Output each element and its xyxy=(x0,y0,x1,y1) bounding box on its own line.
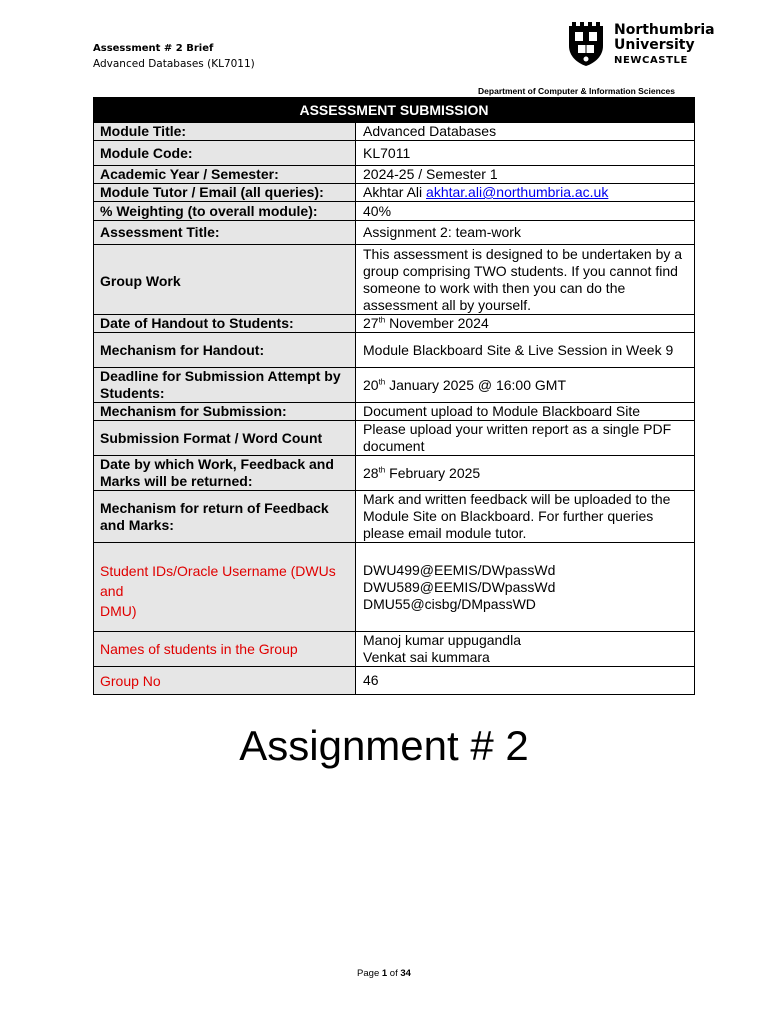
row-value: Manoj kumar uppugandla Venkat sai kummara xyxy=(356,632,695,667)
table-row xyxy=(94,141,695,166)
row-label: Mechanism for Handout: xyxy=(94,333,356,368)
row-value xyxy=(356,184,695,202)
crest-icon xyxy=(566,22,606,68)
row-label: % Weighting (to overall module): xyxy=(94,202,356,221)
page-current: 1 xyxy=(381,968,388,979)
page-footer: Page 1 of 34 xyxy=(357,968,411,979)
row-value: Advanced Databases xyxy=(356,123,695,141)
table-row xyxy=(94,333,695,368)
row-value: Module Blackboard Site & Live Session in Week 9 xyxy=(356,333,695,368)
row-value: 40% xyxy=(356,202,695,221)
row-value: 2024-25 / Semester 1 xyxy=(356,166,695,184)
table-row xyxy=(94,667,695,695)
table-banner-row xyxy=(94,98,695,123)
row-label: Date of Handout to Students: xyxy=(94,315,356,333)
row-label: Date by which Work, Feedback and Marks will be returned: xyxy=(94,456,356,491)
row-label: Names of students in the Group xyxy=(94,632,356,667)
table-row xyxy=(94,421,695,456)
row-value: KL7011 xyxy=(356,141,695,166)
row-label: Module Code: xyxy=(94,141,356,166)
logo-name-line1: Northumbria xyxy=(614,21,715,38)
table-row xyxy=(94,123,695,141)
table-row xyxy=(94,202,695,221)
table-row xyxy=(94,368,695,403)
table-row xyxy=(94,543,695,632)
tutor-name: Akhtar Ali xyxy=(363,184,427,200)
table-row xyxy=(94,166,695,184)
row-label: Module Tutor / Email (all queries): xyxy=(94,184,356,202)
row-label: Academic Year / Semester: xyxy=(94,166,356,184)
logo-location: NEWCASTLE xyxy=(614,54,688,66)
row-value: 46 xyxy=(356,667,695,695)
table-row xyxy=(94,315,695,333)
assessment-submission-table xyxy=(93,97,695,695)
row-label: Group Work xyxy=(94,245,356,315)
row-value: Please upload your written report as a single PDF document xyxy=(356,421,695,456)
row-value: Assignment 2: team-work xyxy=(356,221,695,245)
table-row xyxy=(94,456,695,491)
table-row xyxy=(94,221,695,245)
table-row xyxy=(94,184,695,202)
row-value: 20th January 2025 @ 16:00 GMT xyxy=(356,368,695,403)
row-label: Assessment Title: xyxy=(94,221,356,245)
row-label: Module Title: xyxy=(94,123,356,141)
table-row xyxy=(94,403,695,421)
row-value: 28th February 2025 xyxy=(356,456,695,491)
tutor-email-link[interactable]: akhtar.ali@northumbria.ac.uk xyxy=(426,184,609,200)
university-logo xyxy=(566,14,726,76)
table-row xyxy=(94,245,695,315)
row-label: Group No xyxy=(94,667,356,695)
department-name: Department of Computer & Information Sciences xyxy=(478,86,675,96)
document-header xyxy=(93,42,255,73)
row-label: Mechanism for Submission: xyxy=(94,403,356,421)
assignment-title: Assignment # 2 xyxy=(239,722,529,769)
row-label: Student IDs/Oracle Username (DWUs and DMU) xyxy=(94,543,356,632)
row-value: Document upload to Module Blackboard Site xyxy=(356,403,695,421)
row-label: Deadline for Submission Attempt by Students: xyxy=(94,368,356,403)
page-total: 34 xyxy=(400,968,411,979)
row-label: Mechanism for return of Feedback and Marks: xyxy=(94,491,356,543)
row-value: This assessment is designed to be undertaken by a group comprising TWO students. If you cannot find someone to work with then you can do the assessment all by yourself. xyxy=(356,245,695,315)
table-row xyxy=(94,632,695,667)
logo-name-line2: University xyxy=(614,36,695,53)
module-subtitle: Advanced Databases (KL7011) xyxy=(93,58,255,70)
row-value: 27th November 2024 xyxy=(356,315,695,333)
table-row xyxy=(94,491,695,543)
row-label: Submission Format / Word Count xyxy=(94,421,356,456)
brief-title: Assessment # 2 Brief xyxy=(93,43,214,54)
row-value: Mark and written feedback will be uploaded to the Module Site on Blackboard. For further queries please email module tutor. xyxy=(356,491,695,543)
table-banner: ASSESSMENT SUBMISSION xyxy=(94,98,695,123)
row-value: DWU499@EEMIS/DWpassWd DWU589@EEMIS/DWpassWd DMU55@cisbg/DMpassWD xyxy=(356,543,695,632)
